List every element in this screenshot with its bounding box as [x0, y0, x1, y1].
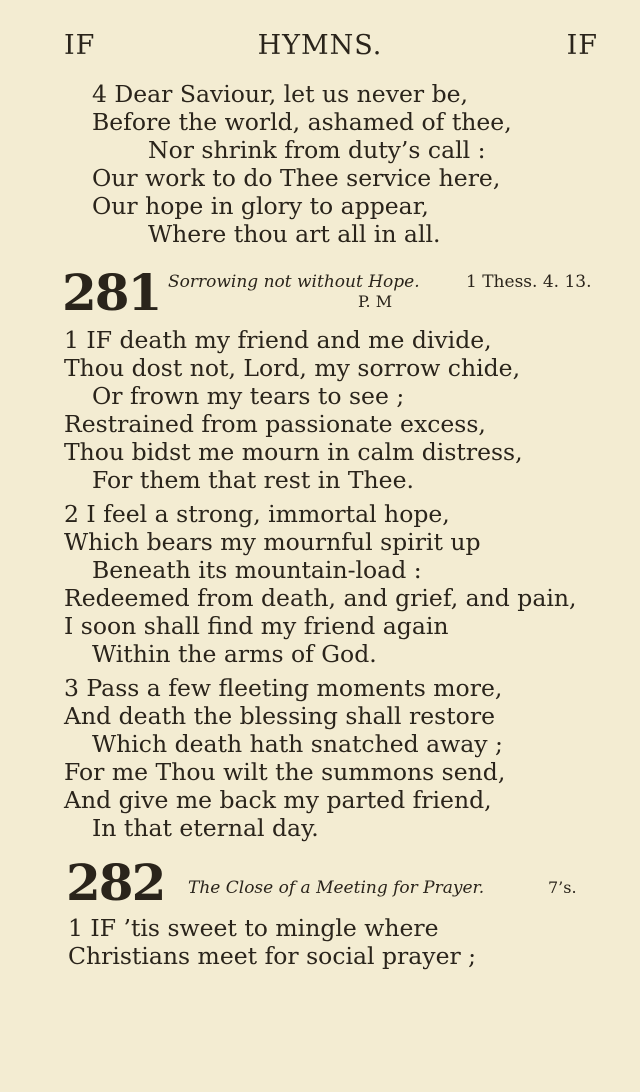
- verse-line: 3 Pass a few fleeting moments more,: [64, 674, 503, 702]
- verse-line: Where thou art all in all.: [148, 220, 441, 248]
- verse-line: I soon shall find my friend again: [64, 612, 449, 640]
- verse-line: Within the arms of God.: [92, 640, 377, 668]
- verse-line: Redeemed from death, and grief, and pain,: [64, 584, 577, 612]
- verse-line: Which death hath snatched away ;: [92, 730, 503, 758]
- verse-line: Thou bidst me mourn in calm distress,: [64, 438, 523, 466]
- verse-line: And give me back my parted friend,: [64, 786, 492, 814]
- header-right: IF: [566, 30, 598, 61]
- verse-line: Restrained from passionate excess,: [64, 410, 486, 438]
- hymn-title: The Close of a Meeting for Prayer.: [188, 878, 485, 898]
- verse-line: Or frown my tears to see ;: [92, 382, 405, 410]
- verse-line: Which bears my mournful spirit up: [64, 528, 481, 556]
- hymn-meter: P. M: [358, 292, 393, 311]
- hymn-meter: 7’s.: [548, 878, 577, 897]
- verse-line: Before the world, ashamed of thee,: [92, 108, 512, 136]
- hymn-number: 282: [66, 853, 165, 912]
- verse-line: And death the blessing shall restore: [64, 702, 495, 730]
- verse-line: Thou dost not, Lord, my sorrow chide,: [64, 354, 521, 382]
- header-title: HYMNS.: [257, 30, 383, 61]
- verse-line: Our work to do Thee service here,: [92, 164, 501, 192]
- verse-line: 1 IF ’tis sweet to mingle where: [68, 914, 439, 942]
- running-header: [0, 30, 640, 70]
- verse-line: 1 IF death my friend and me divide,: [64, 326, 492, 354]
- hymn-title: Sorrowing not without Hope.: [168, 272, 420, 292]
- scripture-reference: 1 Thess. 4. 13.: [466, 272, 592, 292]
- header-left: IF: [64, 30, 96, 61]
- verse-line: 4 Dear Saviour, let us never be,: [92, 80, 469, 108]
- verse-line: Beneath its mountain-load :: [92, 556, 422, 584]
- verse-line: For me Thou wilt the summons send,: [64, 758, 506, 786]
- verse-line: 2 I feel a strong, immortal hope,: [64, 500, 450, 528]
- verse-line: Our hope in glory to appear,: [92, 192, 429, 220]
- hymn-number: 281: [62, 263, 161, 322]
- verse-line: In that eternal day.: [92, 814, 319, 842]
- verse-line: Nor shrink from duty’s call :: [148, 136, 486, 164]
- verse-line: Christians meet for social prayer ;: [68, 942, 477, 970]
- verse-line: For them that rest in Thee.: [92, 466, 414, 494]
